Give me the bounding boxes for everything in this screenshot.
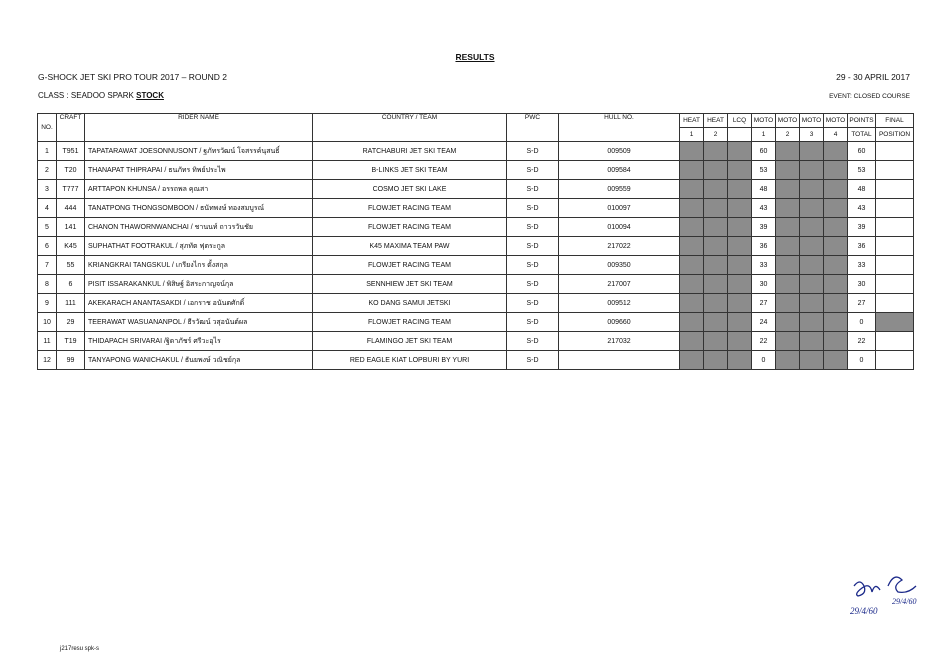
cell-lcq: [728, 237, 752, 256]
col-final: FINAL: [876, 114, 914, 128]
cell-moto-3: [800, 275, 824, 294]
cell-heat-2: [704, 332, 728, 351]
col-moto-1: MOTO: [752, 114, 776, 128]
cell-team: COSMO JET SKI LAKE: [313, 180, 507, 199]
cell-points-total: 22: [848, 332, 876, 351]
cell-final-position: [876, 199, 914, 218]
cell-moto-3: [800, 161, 824, 180]
cell-points-total: 43: [848, 199, 876, 218]
cell-pwc: S-D: [507, 294, 559, 313]
cell-moto-4: [824, 294, 848, 313]
cell-hull: 217032: [559, 332, 680, 351]
col-moto-2: MOTO: [776, 114, 800, 128]
cell-moto-2: [776, 256, 800, 275]
cell-pwc: S-D: [507, 237, 559, 256]
cell-craft: T19: [57, 332, 85, 351]
cell-rider: TANYAPONG WANICHAKUL / ธันยพงษ์ วณิชย์กุล: [85, 351, 313, 370]
cell-rider: PISIT ISSARAKANKUL / พิสิษฐ์ อิสระกาญจน์กุล: [85, 275, 313, 294]
col-pwc: PWC: [507, 114, 559, 142]
cell-craft: T777: [57, 180, 85, 199]
cell-no: 5: [38, 218, 57, 237]
cell-moto-3: [800, 313, 824, 332]
cell-pwc: S-D: [507, 351, 559, 370]
table-row: [38, 142, 914, 161]
cell-final-position: [876, 161, 914, 180]
cell-moto-1: 30: [752, 275, 776, 294]
cell-moto-2: [776, 161, 800, 180]
cell-lcq: [728, 218, 752, 237]
table-row: [38, 218, 914, 237]
cell-rider: TANATPONG THONGSOMBOON / ธนัทพงษ์ ทองสมบูรณ์: [85, 199, 313, 218]
cell-heat-1: [680, 199, 704, 218]
cell-team: FLOWJET RACING TEAM: [313, 256, 507, 275]
cell-moto-1: 53: [752, 161, 776, 180]
cell-moto-2: [776, 142, 800, 161]
cell-hull: 009509: [559, 142, 680, 161]
cell-moto-4: [824, 199, 848, 218]
cell-craft: 29: [57, 313, 85, 332]
cell-craft: T951: [57, 142, 85, 161]
cell-pwc: S-D: [507, 142, 559, 161]
cell-pwc: S-D: [507, 180, 559, 199]
results-body: [38, 142, 914, 370]
cell-hull: 009660: [559, 313, 680, 332]
cell-final-position: [876, 313, 914, 332]
cell-moto-4: [824, 237, 848, 256]
cell-final-position: [876, 237, 914, 256]
cell-lcq: [728, 180, 752, 199]
signature-stamp: [848, 572, 928, 622]
table-row: [38, 237, 914, 256]
cell-rider: CHANON THAWORNWANCHAI / ชานนท์ ถาวรวันชัย: [85, 218, 313, 237]
cell-heat-2: [704, 275, 728, 294]
cell-points-total: 0: [848, 313, 876, 332]
cell-heat-1: [680, 142, 704, 161]
cell-hull: 009584: [559, 161, 680, 180]
cell-team: FLOWJET RACING TEAM: [313, 313, 507, 332]
cell-moto-1: 27: [752, 294, 776, 313]
cell-no: 2: [38, 161, 57, 180]
cell-heat-1: [680, 180, 704, 199]
cell-points-total: 60: [848, 142, 876, 161]
results-table: [37, 113, 914, 370]
cell-heat-2: [704, 218, 728, 237]
cell-moto-2: [776, 351, 800, 370]
cell-pwc: S-D: [507, 332, 559, 351]
col-no: NO.: [38, 114, 57, 142]
cell-points-total: 48: [848, 180, 876, 199]
col-moto-2-num: 2: [776, 128, 800, 142]
col-heat-2-num: 2: [704, 128, 728, 142]
cell-moto-4: [824, 142, 848, 161]
col-heat-2: HEAT: [704, 114, 728, 128]
signature-date-2: 29/4/60: [892, 597, 917, 606]
cell-no: 9: [38, 294, 57, 313]
cell-moto-1: 33: [752, 256, 776, 275]
cell-craft: T20: [57, 161, 85, 180]
class-prefix: CLASS : SEADOO SPARK: [38, 91, 137, 100]
cell-final-position: [876, 180, 914, 199]
cell-final-position: [876, 332, 914, 351]
cell-moto-1: 24: [752, 313, 776, 332]
table-row: [38, 199, 914, 218]
cell-no: 1: [38, 142, 57, 161]
cell-moto-3: [800, 180, 824, 199]
cell-moto-2: [776, 313, 800, 332]
cell-team: SENNHIEW JET SKI TEAM: [313, 275, 507, 294]
cell-lcq: [728, 275, 752, 294]
cell-hull: 010094: [559, 218, 680, 237]
col-points-total: TOTAL: [848, 128, 876, 142]
cell-rider: AKEKARACH ANANTASAKDI / เอกราช อนันตศักดิ์: [85, 294, 313, 313]
cell-lcq: [728, 313, 752, 332]
cell-heat-2: [704, 142, 728, 161]
cell-craft: K45: [57, 237, 85, 256]
cell-heat-1: [680, 218, 704, 237]
cell-final-position: [876, 294, 914, 313]
cell-heat-2: [704, 161, 728, 180]
col-country: COUNTRY / TEAM: [313, 114, 507, 142]
cell-moto-2: [776, 180, 800, 199]
event-name: G-SHOCK JET SKI PRO TOUR 2017 – ROUND 2: [38, 72, 227, 82]
cell-moto-4: [824, 351, 848, 370]
cell-pwc: S-D: [507, 218, 559, 237]
cell-team: K45 MAXIMA TEAM PAW: [313, 237, 507, 256]
class-label: [38, 91, 164, 100]
cell-moto-3: [800, 332, 824, 351]
cell-hull: [559, 351, 680, 370]
cell-pwc: S-D: [507, 199, 559, 218]
cell-moto-1: 22: [752, 332, 776, 351]
cell-heat-2: [704, 313, 728, 332]
cell-heat-2: [704, 199, 728, 218]
cell-heat-2: [704, 351, 728, 370]
cell-final-position: [876, 142, 914, 161]
cell-moto-1: 36: [752, 237, 776, 256]
cell-moto-4: [824, 332, 848, 351]
cell-moto-3: [800, 199, 824, 218]
cell-heat-2: [704, 294, 728, 313]
col-craft: CRAFT: [57, 114, 85, 142]
cell-lcq: [728, 199, 752, 218]
col-moto-3: MOTO: [800, 114, 824, 128]
cell-no: 10: [38, 313, 57, 332]
cell-moto-2: [776, 294, 800, 313]
cell-final-position: [876, 218, 914, 237]
col-lcq: LCQ: [728, 114, 752, 128]
cell-moto-2: [776, 275, 800, 294]
table-row: [38, 256, 914, 275]
event-type: EVENT: CLOSED COURSE: [829, 93, 910, 100]
cell-moto-4: [824, 313, 848, 332]
cell-final-position: [876, 351, 914, 370]
col-moto-4-num: 4: [824, 128, 848, 142]
col-rider: RIDER NAME: [85, 114, 313, 142]
cell-lcq: [728, 332, 752, 351]
footer-code: j217resu spk-s: [60, 646, 100, 652]
cell-moto-3: [800, 351, 824, 370]
col-final-position: POSITION: [876, 128, 914, 142]
cell-hull: 009512: [559, 294, 680, 313]
cell-rider: TAPATARAWAT JOESONNUSONT / ฐภัทรวัฒน์ โจสรรค์นุสนธิ์: [85, 142, 313, 161]
table-row: [38, 351, 914, 370]
cell-lcq: [728, 161, 752, 180]
cell-pwc: S-D: [507, 313, 559, 332]
cell-team: RED EAGLE KIAT LOPBURI BY YURI: [313, 351, 507, 370]
cell-heat-1: [680, 256, 704, 275]
cell-moto-1: 60: [752, 142, 776, 161]
cell-heat-1: [680, 313, 704, 332]
cell-rider: SUPHATHAT FOOTRAKUL / สุภทัต ฟุตระกูล: [85, 237, 313, 256]
cell-moto-3: [800, 256, 824, 275]
cell-points-total: 36: [848, 237, 876, 256]
cell-final-position: [876, 256, 914, 275]
cell-lcq: [728, 294, 752, 313]
cell-craft: 55: [57, 256, 85, 275]
cell-pwc: S-D: [507, 256, 559, 275]
cell-rider: KRIANGKRAI TANGSKUL / เกรียงไกร ตั้งสกุล: [85, 256, 313, 275]
cell-moto-2: [776, 199, 800, 218]
cell-team: FLOWJET RACING TEAM: [313, 218, 507, 237]
cell-heat-1: [680, 237, 704, 256]
cell-heat-1: [680, 351, 704, 370]
cell-heat-1: [680, 332, 704, 351]
table-row: [38, 275, 914, 294]
cell-moto-3: [800, 237, 824, 256]
table-row: [38, 180, 914, 199]
cell-hull: 217022: [559, 237, 680, 256]
cell-team: FLOWJET RACING TEAM: [313, 199, 507, 218]
cell-team: B-LINKS JET SKI TEAM: [313, 161, 507, 180]
cell-no: 6: [38, 237, 57, 256]
col-hull: HULL NO.: [559, 114, 680, 142]
cell-moto-4: [824, 218, 848, 237]
cell-no: 4: [38, 199, 57, 218]
cell-points-total: 27: [848, 294, 876, 313]
page-title: RESULTS: [455, 52, 495, 62]
cell-moto-1: 48: [752, 180, 776, 199]
cell-heat-2: [704, 256, 728, 275]
cell-final-position: [876, 275, 914, 294]
cell-pwc: S-D: [507, 161, 559, 180]
cell-craft: 99: [57, 351, 85, 370]
cell-no: 3: [38, 180, 57, 199]
cell-heat-1: [680, 294, 704, 313]
table-row: [38, 313, 914, 332]
cell-points-total: 53: [848, 161, 876, 180]
cell-heat-1: [680, 161, 704, 180]
cell-points-total: 0: [848, 351, 876, 370]
cell-lcq: [728, 351, 752, 370]
cell-hull: 217007: [559, 275, 680, 294]
cell-team: RATCHABURI JET SKI TEAM: [313, 142, 507, 161]
cell-moto-3: [800, 218, 824, 237]
cell-craft: 141: [57, 218, 85, 237]
cell-heat-2: [704, 237, 728, 256]
cell-lcq: [728, 142, 752, 161]
cell-hull: 010097: [559, 199, 680, 218]
col-moto-1-num: 1: [752, 128, 776, 142]
cell-moto-2: [776, 218, 800, 237]
cell-heat-2: [704, 180, 728, 199]
cell-points-total: 33: [848, 256, 876, 275]
col-heat-1: HEAT: [680, 114, 704, 128]
signature-date-1: 29/4/60: [850, 606, 878, 616]
signature-stroke-2: [888, 577, 916, 592]
cell-craft: 6: [57, 275, 85, 294]
cell-no: 7: [38, 256, 57, 275]
col-moto-4: MOTO: [824, 114, 848, 128]
cell-moto-4: [824, 180, 848, 199]
cell-moto-3: [800, 142, 824, 161]
event-dates: 29 - 30 APRIL 2017: [836, 72, 910, 82]
col-points: POINTS: [848, 114, 876, 128]
cell-moto-4: [824, 256, 848, 275]
cell-craft: 444: [57, 199, 85, 218]
cell-moto-3: [800, 294, 824, 313]
col-moto-3-num: 3: [800, 128, 824, 142]
cell-team: KO DANG SAMUI JETSKI: [313, 294, 507, 313]
table-row: [38, 332, 914, 351]
cell-hull: 009559: [559, 180, 680, 199]
cell-no: 12: [38, 351, 57, 370]
cell-moto-1: 39: [752, 218, 776, 237]
cell-rider: TEERAWAT WASUANANPOL / ธีรวัฒน์ วสุอนันต์ผล: [85, 313, 313, 332]
col-lcq-sub: [728, 128, 752, 142]
cell-heat-1: [680, 275, 704, 294]
cell-moto-1: 43: [752, 199, 776, 218]
cell-moto-4: [824, 161, 848, 180]
cell-points-total: 39: [848, 218, 876, 237]
cell-points-total: 30: [848, 275, 876, 294]
cell-pwc: S-D: [507, 275, 559, 294]
table-row: [38, 294, 914, 313]
cell-team: FLAMINGO JET SKI TEAM: [313, 332, 507, 351]
class-name: STOCK: [136, 91, 164, 100]
cell-hull: 009350: [559, 256, 680, 275]
signature-stroke-1: [854, 582, 880, 596]
cell-moto-2: [776, 237, 800, 256]
cell-moto-4: [824, 275, 848, 294]
cell-moto-2: [776, 332, 800, 351]
cell-rider: THANAPAT THIPRAPAI / ธนภัทร ทิพย์ประไพ: [85, 161, 313, 180]
cell-rider: ARTTAPON KHUNSA / อรรถพล คุณสา: [85, 180, 313, 199]
cell-no: 8: [38, 275, 57, 294]
col-heat-1-num: 1: [680, 128, 704, 142]
cell-no: 11: [38, 332, 57, 351]
table-row: [38, 161, 914, 180]
cell-moto-1: 0: [752, 351, 776, 370]
cell-lcq: [728, 256, 752, 275]
cell-craft: 111: [57, 294, 85, 313]
cell-rider: THIDAPACH SRIVARAI /ฐิดาภัชร์ ศรีวะอุไร: [85, 332, 313, 351]
